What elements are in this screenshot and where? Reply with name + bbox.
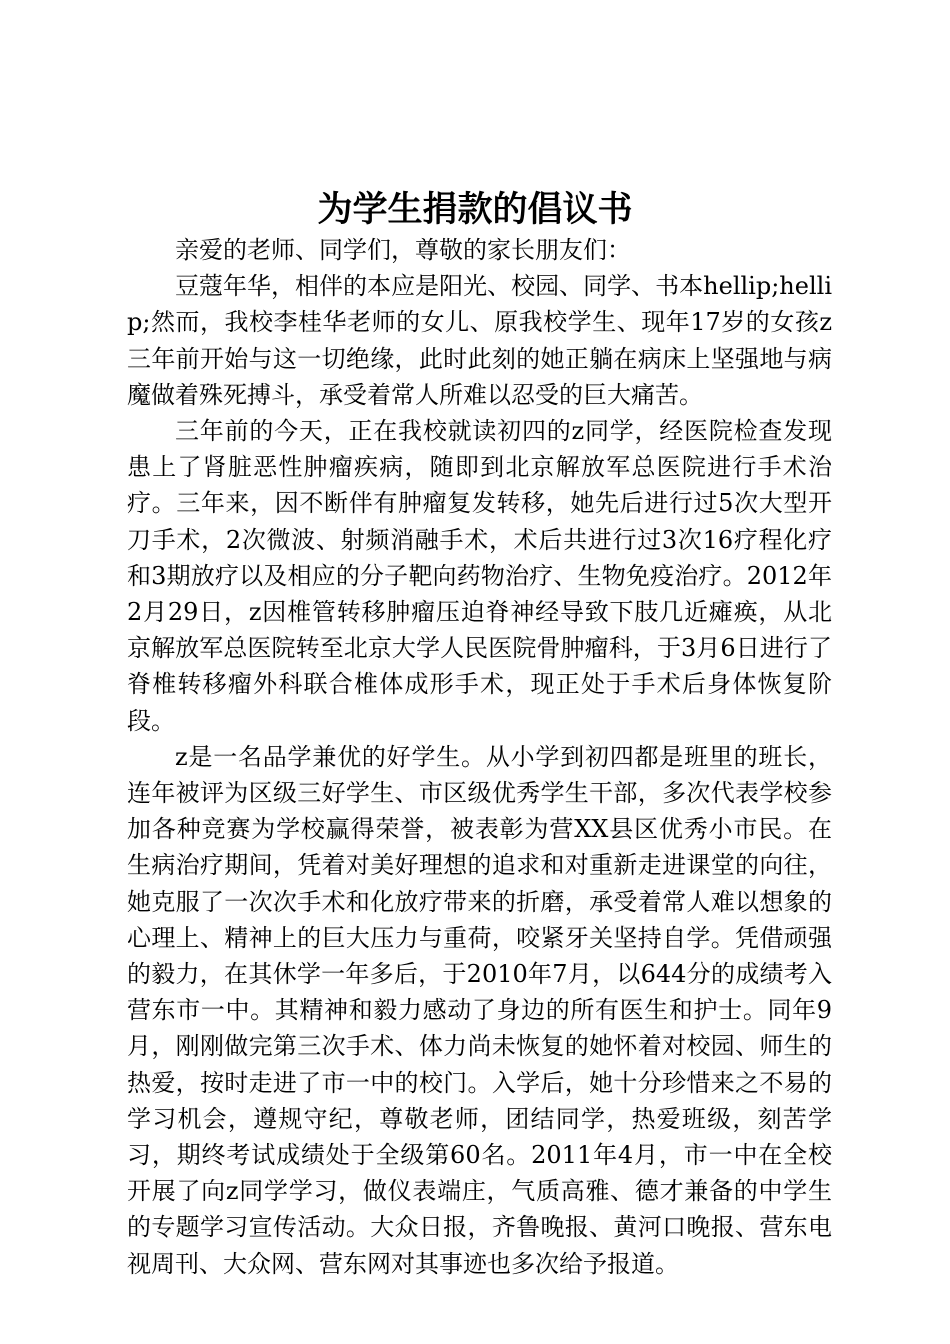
document-title: 为学生捐款的倡议书 xyxy=(317,189,633,230)
paragraph-medical-history: 三年前的今天，正在我校就读初四的z同学，经医院检查发现患上了肾脏恶性肿瘤疾病，随即到北京解放军总医院进行手术治疗。三年来，因不断伴有肿瘤复发转移，她先后进行过5次大型开刀手术，2次微波、射频消融手术，术后共进行过3次16疗程化疗和3期放疗以及相应的分子靶向药物治疗、生物免疫治疗。2012年2月29日，z因椎管转移肿瘤压迫脊神经导致下肢几近瘫痪，从北京解放军总医院转至北京大学人民医院骨肿瘤科，于3月6日进行了脊椎转移瘤外科联合椎体成形手术，现正处于手术后身体恢复阶段。 xyxy=(127,417,832,735)
paragraph-student-merits: z是一名品学兼优的好学生。从小学到初四都是班里的班长，连年被评为区级三好学生、市区级优秀学生干部，多次代表学校参加各种竞赛为学校赢得荣誉，被表彰为营XX县区优秀小市民。在生病治疗期间，凭着对美好理想的追求和对重新走进课堂的向往，她克服了一次次手术和化放疗带来的折磨，承受着常人难以想象的心理上、精神上的巨大压力与重荷，咬紧牙关坚持自学。凭借顽强的毅力，在其休学一年多后，于2010年7月，以644分的成绩考入营东市一中。其精神和毅力感动了身边的所有医生和护士。同年9月，刚刚做完第三次手术、体力尚未恢复的她怀着对校园、师生的热爱，按时走进了市一中的校门。入学后，她十分珍惜来之不易的学习机会，遵规守纪，尊敬老师，团结同学，热爱班级，刻苦学习，期终考试成绩处于全级第60名。2011年4月，市一中在全校开展了向z同学学习，做仪表端庄，气质高雅、德才兼备的中学生的专题学习宣传活动。大众日报，齐鲁晚报、黄河口晚报、营东电视周刊、大众网、营东网对其事迹也多次给予报道。 xyxy=(127,742,832,1278)
paragraph-intro: 豆蔻年华，相伴的本应是阳光、校园、同学、书本hellip;hellip;然而，我校李桂华老师的女儿、原我校学生、现年17岁的女孩z三年前开始与这一切绝缘，此时此刻的她正躺在病床上坚强地与病魔做着殊死搏斗，承受着常人所难以忍受的巨大痛苦。 xyxy=(127,272,832,409)
salutation: 亲爱的老师、同学们，尊敬的家长朋友们： xyxy=(175,236,631,264)
document-body xyxy=(127,232,832,1282)
